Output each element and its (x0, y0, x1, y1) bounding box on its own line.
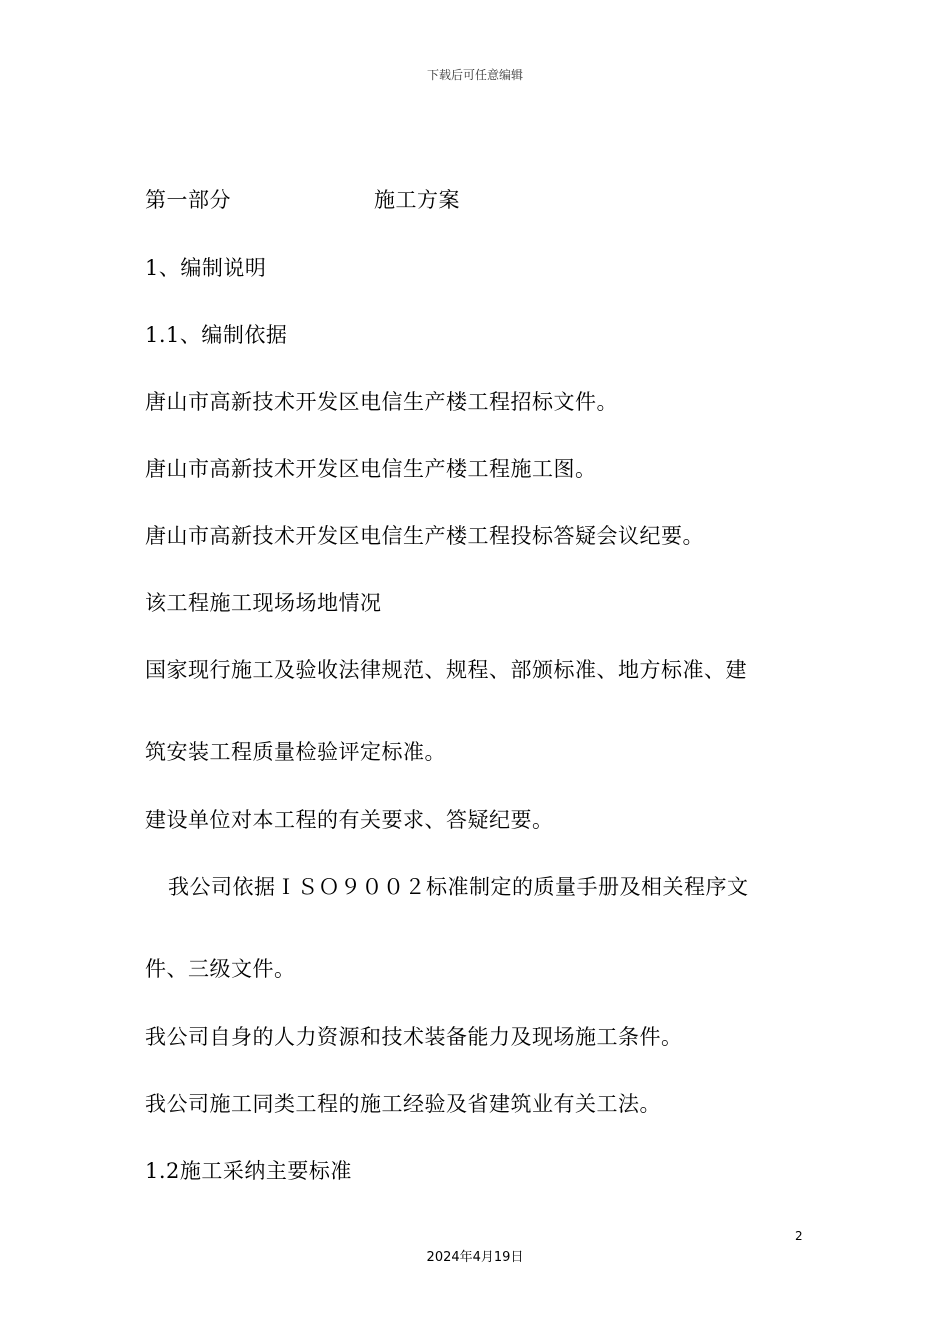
paragraph-line: 唐山市高新技术开发区电信生产楼工程招标文件。 (145, 390, 618, 414)
paragraph-line: 我公司自身的人力资源和技术装备能力及现场施工条件。 (145, 1025, 683, 1049)
paragraph-line: 建设单位对本工程的有关要求、答疑纪要。 (145, 808, 554, 832)
paragraph-line: 国家现行施工及验收法律规范、规程、部颁标准、地方标准、建 (145, 658, 747, 682)
paragraph-line: 我公司施工同类工程的施工经验及省建筑业有关工法。 (145, 1092, 661, 1116)
section-title: 施工方案 (374, 188, 460, 212)
paragraph-line: 唐山市高新技术开发区电信生产楼工程施工图。 (145, 457, 597, 481)
paragraph-line: 唐山市高新技术开发区电信生产楼工程投标答疑会议纪要。 (145, 524, 704, 548)
heading-1-2: 1.2施工采纳主要标准 (145, 1159, 352, 1183)
footer-date: 2024年4月19日 (426, 1250, 524, 1265)
heading-1: 1、编制说明 (145, 256, 267, 280)
paragraph-line: 件、三级文件。 (145, 957, 296, 981)
page-number: 2 (795, 1229, 803, 1243)
section-part-label: 第一部分 (145, 188, 231, 212)
page-header: 下载后可任意编辑 (426, 68, 523, 82)
paragraph-line: 该工程施工现场场地情况 (145, 591, 382, 615)
paragraph-line: 我公司依据ＩＳＯ９００２标准制定的质量手册及相关程序文 (168, 875, 749, 899)
heading-1-1: 1.1、编制依据 (145, 323, 288, 347)
paragraph-line: 筑安装工程质量检验评定标准。 (145, 740, 446, 764)
